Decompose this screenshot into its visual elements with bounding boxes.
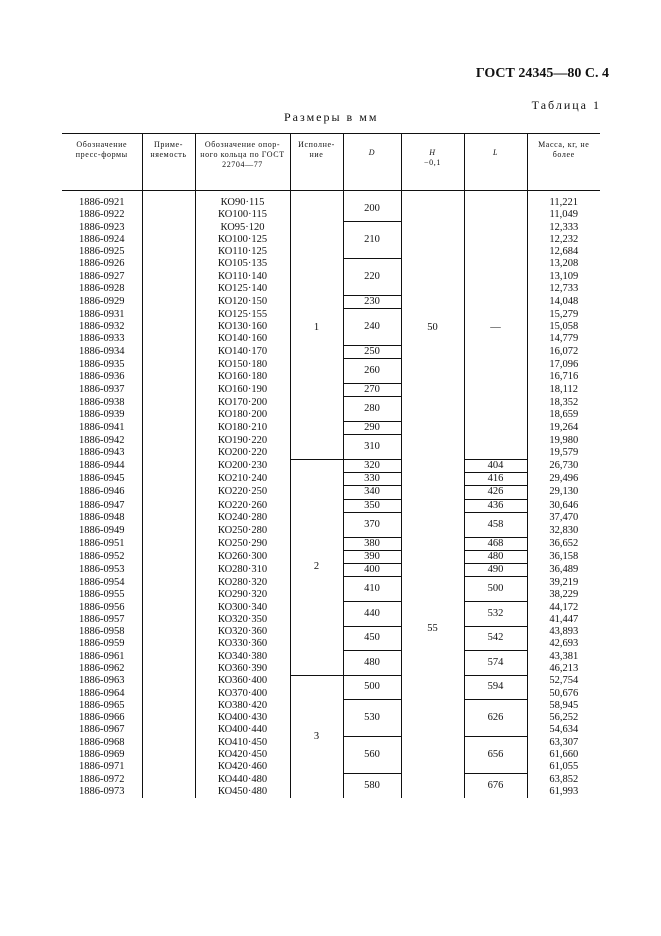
mass-cell: 12,684 <box>527 246 600 258</box>
applicability-cell <box>142 246 195 258</box>
l-cell: 542 <box>464 626 527 651</box>
ring-cell: КО130·160 <box>195 321 290 333</box>
l-cell: 490 <box>464 564 527 577</box>
l-cell: 532 <box>464 602 527 627</box>
mass-cell: 13,208 <box>527 258 600 270</box>
mass-cell: 12,232 <box>527 234 600 246</box>
d-cell: 270 <box>343 383 401 396</box>
ring-cell: КО140·160 <box>195 333 290 345</box>
page-header: ГОСТ 24345—80 С. 4 <box>475 66 609 81</box>
l-cell: 574 <box>464 651 527 676</box>
designation-cell: 1886-0967 <box>79 724 125 736</box>
l-cell: 468 <box>464 537 527 550</box>
mass-cell: 19,579 <box>527 447 600 459</box>
mass-cell: 61,660 <box>527 749 600 761</box>
col-d: D <box>343 134 401 191</box>
applicability-cell <box>142 222 195 234</box>
designation-cell: 1886-0935 <box>79 358 125 370</box>
designation-cell: 1886-0953 <box>79 564 125 576</box>
applicability-cell <box>142 197 195 209</box>
ring-cell: КО95·120 <box>195 222 290 234</box>
mass-cell: 16,716 <box>527 371 600 383</box>
mass-cell: 58,945 <box>527 700 600 712</box>
d-cell: 290 <box>343 421 401 434</box>
l-cell: 676 <box>464 774 527 799</box>
ring-cell: КО100·125 <box>195 234 290 246</box>
mass-cell: 26,730 <box>527 459 600 472</box>
col-designation: Обозначение пресс-формы <box>62 134 142 191</box>
ring-cell: КО380·420 <box>195 700 290 712</box>
applicability-cell <box>142 688 195 700</box>
designation-cell: 1886-0921 <box>79 197 125 208</box>
mass-cell: 19,980 <box>527 435 600 447</box>
mass-cell: 18,659 <box>527 409 600 421</box>
mass-cell: 15,279 <box>527 309 600 321</box>
d-cell: 450 <box>343 626 401 651</box>
l-cell: 458 <box>464 512 527 537</box>
mass-cell: 61,993 <box>527 786 600 798</box>
d-cell: 280 <box>343 397 401 422</box>
d-cell: 260 <box>343 359 401 384</box>
col-ring: Обозначение опор-ного кольца по ГОСТ 22704—77 <box>195 134 290 191</box>
designation-cell: 1886-0966 <box>79 712 125 724</box>
designation-cell: 1886-0955 <box>79 589 125 601</box>
l-cell: 500 <box>464 577 527 602</box>
d-cell: 400 <box>343 564 401 577</box>
ring-cell: КО160·180 <box>195 371 290 383</box>
ring-cell: КО300·340 <box>195 602 290 614</box>
mass-cell: 14,779 <box>527 333 600 345</box>
applicability-cell <box>142 283 195 295</box>
mass-cell: 37,470 <box>527 512 600 524</box>
applicability-cell <box>142 512 195 524</box>
ring-cell: КО105·135 <box>195 258 290 270</box>
ring-cell: КО420·450 <box>195 749 290 761</box>
applicability-cell <box>142 626 195 638</box>
designation-cell: 1886-0947 <box>79 499 125 511</box>
applicability-cell <box>142 663 195 675</box>
designation-cell: 1886-0924 <box>79 233 125 245</box>
ring-cell: КО420·460 <box>195 761 290 773</box>
mass-cell: 11,221 <box>527 197 600 209</box>
applicability-cell <box>142 537 195 550</box>
applicability-cell <box>142 564 195 577</box>
designation-cell: 1886-0951 <box>79 537 125 549</box>
d-cell: 480 <box>343 651 401 676</box>
col-l: L <box>464 134 527 191</box>
applicability-cell <box>142 447 195 459</box>
applicability-cell <box>142 614 195 626</box>
ring-cell: КО330·360 <box>195 638 290 650</box>
mass-cell: 29,130 <box>527 486 600 499</box>
applicability-cell <box>142 749 195 761</box>
mass-cell: 42,693 <box>527 638 600 650</box>
ring-cell: КО125·155 <box>195 309 290 321</box>
ring-cell: КО360·390 <box>195 663 290 675</box>
mass-cell: 54,634 <box>527 724 600 736</box>
ring-cell: КО160·190 <box>195 383 290 396</box>
ring-cell: КО180·200 <box>195 409 290 421</box>
applicability-cell <box>142 209 195 221</box>
ring-cell: КО450·480 <box>195 786 290 798</box>
ring-cell: КО280·320 <box>195 577 290 589</box>
designation-cell: 1886-0925 <box>79 246 125 258</box>
designation-cell: 1886-0952 <box>79 550 125 562</box>
col-h-label: H <box>429 148 436 157</box>
col-mass: Масса, кг, не более <box>527 134 600 191</box>
designation-cell: 1886-0961 <box>79 650 125 662</box>
applicability-cell <box>142 459 195 472</box>
designation-cell: 1886-0941 <box>79 421 125 433</box>
ring-cell: КО220·260 <box>195 499 290 512</box>
d-cell: 200 <box>343 197 401 222</box>
applicability-cell <box>142 774 195 786</box>
applicability-cell <box>142 638 195 650</box>
mass-cell: 19,264 <box>527 421 600 434</box>
applicability-cell <box>142 550 195 563</box>
ring-cell: КО200·220 <box>195 447 290 459</box>
ring-cell: КО90·115 <box>195 197 290 209</box>
designation-cell: 1886-0926 <box>79 258 125 270</box>
mass-cell: 30,646 <box>527 499 600 512</box>
mass-cell: 12,333 <box>527 222 600 234</box>
col-applicability: Приме-няемость <box>142 134 195 191</box>
ring-cell: КО440·480 <box>195 774 290 786</box>
l-cell: 426 <box>464 486 527 499</box>
ring-cell: КО290·320 <box>195 589 290 601</box>
mass-cell: 52,754 <box>527 675 600 687</box>
applicability-cell <box>142 651 195 663</box>
applicability-cell <box>142 712 195 724</box>
l-cell: 626 <box>464 700 527 737</box>
d-cell: 410 <box>343 577 401 602</box>
mass-cell: 15,058 <box>527 321 600 333</box>
designation-cell: 1886-0937 <box>79 383 125 395</box>
designation-cell: 1886-0963 <box>79 675 125 687</box>
l-cell: 594 <box>464 675 527 700</box>
mass-cell: 39,219 <box>527 577 600 589</box>
applicability-cell <box>142 525 195 537</box>
mass-cell: 56,252 <box>527 712 600 724</box>
mass-cell: 36,652 <box>527 537 600 550</box>
d-cell: 220 <box>343 258 401 295</box>
designation-cell: 1886-0934 <box>79 346 125 358</box>
d-cell: 340 <box>343 486 401 499</box>
designation-cell: 1886-0932 <box>79 320 125 332</box>
ring-cell: КО280·310 <box>195 564 290 577</box>
ring-cell: КО100·115 <box>195 209 290 221</box>
l-cell: 416 <box>464 473 527 486</box>
applicability-cell <box>142 786 195 798</box>
d-cell: 560 <box>343 737 401 774</box>
ring-cell: КО120·150 <box>195 295 290 308</box>
ring-cell: КО400·430 <box>195 712 290 724</box>
mass-cell: 36,489 <box>527 564 600 577</box>
ring-cell: КО260·300 <box>195 550 290 563</box>
applicability-cell <box>142 359 195 371</box>
version-cell: 3 <box>290 675 343 798</box>
mass-cell: 14,048 <box>527 295 600 308</box>
table-caption: Таблица 1 <box>531 98 601 112</box>
designation-cell: 1886-0954 <box>79 576 125 588</box>
designation-cell: 1886-0931 <box>79 308 125 320</box>
designation-cell: 1886-0945 <box>79 473 125 485</box>
applicability-cell <box>142 675 195 687</box>
h-cell: 50 <box>401 197 464 459</box>
mass-cell: 44,172 <box>527 602 600 614</box>
applicability-cell <box>142 295 195 308</box>
mass-cell: 18,352 <box>527 397 600 409</box>
d-cell: 370 <box>343 512 401 537</box>
d-cell: 230 <box>343 295 401 308</box>
version-cell: 2 <box>290 459 343 675</box>
designation-cell: 1886-0923 <box>79 221 125 233</box>
table-body <box>62 191 600 799</box>
designation-cell: 1886-0972 <box>79 773 125 785</box>
d-cell: 530 <box>343 700 401 737</box>
ring-cell: КО190·220 <box>195 435 290 447</box>
mass-cell: 32,830 <box>527 525 600 537</box>
ring-cell: КО250·280 <box>195 525 290 537</box>
ring-cell: КО400·440 <box>195 724 290 736</box>
applicability-cell <box>142 499 195 512</box>
units-subtitle: Размеры в мм <box>284 110 379 124</box>
d-cell: 580 <box>343 774 401 799</box>
d-cell: 250 <box>343 346 401 359</box>
designation-cell: 1886-0965 <box>79 699 125 711</box>
d-cell: 380 <box>343 537 401 550</box>
ring-cell: КО125·140 <box>195 283 290 295</box>
table-header-row <box>62 134 600 191</box>
ring-cell: КО320·350 <box>195 614 290 626</box>
d-cell: 500 <box>343 675 401 700</box>
applicability-cell <box>142 271 195 283</box>
d-cell: 210 <box>343 222 401 259</box>
designation-cell: 1886-0969 <box>79 749 125 761</box>
applicability-cell <box>142 602 195 614</box>
designation-cell: 1886-0938 <box>79 396 125 408</box>
mass-cell: 11,049 <box>527 209 600 221</box>
mass-cell: 63,307 <box>527 737 600 749</box>
applicability-cell <box>142 383 195 396</box>
mass-cell: 18,112 <box>527 383 600 396</box>
applicability-cell <box>142 435 195 447</box>
applicability-cell <box>142 421 195 434</box>
table-row <box>62 675 600 687</box>
h-cell: 55 <box>401 459 464 798</box>
applicability-cell <box>142 309 195 321</box>
designation-cell: 1886-0928 <box>79 283 125 295</box>
designation-cell: 1886-0964 <box>79 687 125 699</box>
mass-cell: 16,072 <box>527 346 600 359</box>
d-cell: 390 <box>343 550 401 563</box>
mass-cell: 43,893 <box>527 626 600 638</box>
designation-cell: 1886-0971 <box>79 761 125 773</box>
ring-cell: КО320·360 <box>195 626 290 638</box>
applicability-cell <box>142 371 195 383</box>
applicability-cell <box>142 258 195 270</box>
ring-cell: КО140·170 <box>195 346 290 359</box>
ring-cell: КО170·200 <box>195 397 290 409</box>
designation-cell: 1886-0927 <box>79 270 125 282</box>
applicability-cell <box>142 409 195 421</box>
designation-cell: 1886-0958 <box>79 626 125 638</box>
mass-cell: 61,055 <box>527 761 600 773</box>
designation-cell: 1886-0942 <box>79 434 125 446</box>
applicability-cell <box>142 333 195 345</box>
applicability-cell <box>142 737 195 749</box>
l-cell: 656 <box>464 737 527 774</box>
col-version: Исполне-ние <box>290 134 343 191</box>
table-row <box>62 197 600 209</box>
designation-cell: 1886-0943 <box>79 446 125 458</box>
designation-cell: 1886-0949 <box>79 524 125 536</box>
ring-cell: КО150·180 <box>195 359 290 371</box>
d-cell: 330 <box>343 473 401 486</box>
applicability-cell <box>142 486 195 499</box>
ring-cell: КО240·280 <box>195 512 290 524</box>
applicability-cell <box>142 234 195 246</box>
applicability-cell <box>142 397 195 409</box>
mass-cell: 38,229 <box>527 589 600 601</box>
applicability-cell <box>142 700 195 712</box>
ring-cell: КО110·125 <box>195 246 290 258</box>
mass-cell: 17,096 <box>527 359 600 371</box>
mass-cell: 46,213 <box>527 663 600 675</box>
d-cell: 440 <box>343 602 401 627</box>
designation-cell: 1886-0956 <box>79 601 125 613</box>
ring-cell: КО410·450 <box>195 737 290 749</box>
d-cell: 240 <box>343 309 401 346</box>
designation-cell: 1886-0929 <box>79 295 125 307</box>
ring-cell: КО360·400 <box>195 675 290 687</box>
designation-cell: 1886-0939 <box>79 409 125 421</box>
l-cell: 436 <box>464 499 527 512</box>
designation-cell: 1886-0922 <box>79 209 125 221</box>
d-cell: 320 <box>343 459 401 472</box>
col-h <box>401 134 464 191</box>
version-cell: 1 <box>290 197 343 459</box>
ring-cell: КО370·400 <box>195 688 290 700</box>
ring-cell: КО180·210 <box>195 421 290 434</box>
l-cell: 404 <box>464 459 527 472</box>
ring-cell: КО220·250 <box>195 486 290 499</box>
designation-cell: 1886-0936 <box>79 371 125 383</box>
mass-cell: 41,447 <box>527 614 600 626</box>
designation-cell: 1886-0933 <box>79 333 125 345</box>
designation-cell: 1886-0962 <box>79 662 125 674</box>
mass-cell: 29,496 <box>527 473 600 486</box>
mass-cell: 13,109 <box>527 271 600 283</box>
ring-cell: КО340·380 <box>195 651 290 663</box>
d-cell: 310 <box>343 435 401 460</box>
designation-cell: 1886-0948 <box>79 512 125 524</box>
d-cell: 350 <box>343 499 401 512</box>
mass-cell: 50,676 <box>527 688 600 700</box>
mass-cell: 36,158 <box>527 550 600 563</box>
applicability-cell <box>142 321 195 333</box>
designation-cell: 1886-0959 <box>79 638 125 650</box>
mass-cell: 43,381 <box>527 651 600 663</box>
dimensions-table <box>62 133 600 798</box>
applicability-cell <box>142 577 195 589</box>
applicability-cell <box>142 589 195 601</box>
ring-cell: КО110·140 <box>195 271 290 283</box>
mass-cell: 12,733 <box>527 283 600 295</box>
applicability-cell <box>142 346 195 359</box>
designation-cell: 1886-0944 <box>79 459 125 471</box>
designation-cell: 1886-0968 <box>79 736 125 748</box>
applicability-cell <box>142 724 195 736</box>
designation-cell: 1886-0957 <box>79 613 125 625</box>
col-h-tolerance: −0,1 <box>424 158 441 167</box>
ring-cell: КО200·230 <box>195 459 290 472</box>
ring-cell: КО210·240 <box>195 473 290 486</box>
l-cell: — <box>464 197 527 459</box>
applicability-cell <box>142 473 195 486</box>
mass-cell: 63,852 <box>527 774 600 786</box>
ring-cell: КО250·290 <box>195 537 290 550</box>
applicability-cell <box>142 761 195 773</box>
l-cell: 480 <box>464 550 527 563</box>
designation-cell: 1886-0946 <box>79 486 125 498</box>
designation-cell: 1886-0973 <box>79 785 125 797</box>
table-row <box>62 459 600 472</box>
